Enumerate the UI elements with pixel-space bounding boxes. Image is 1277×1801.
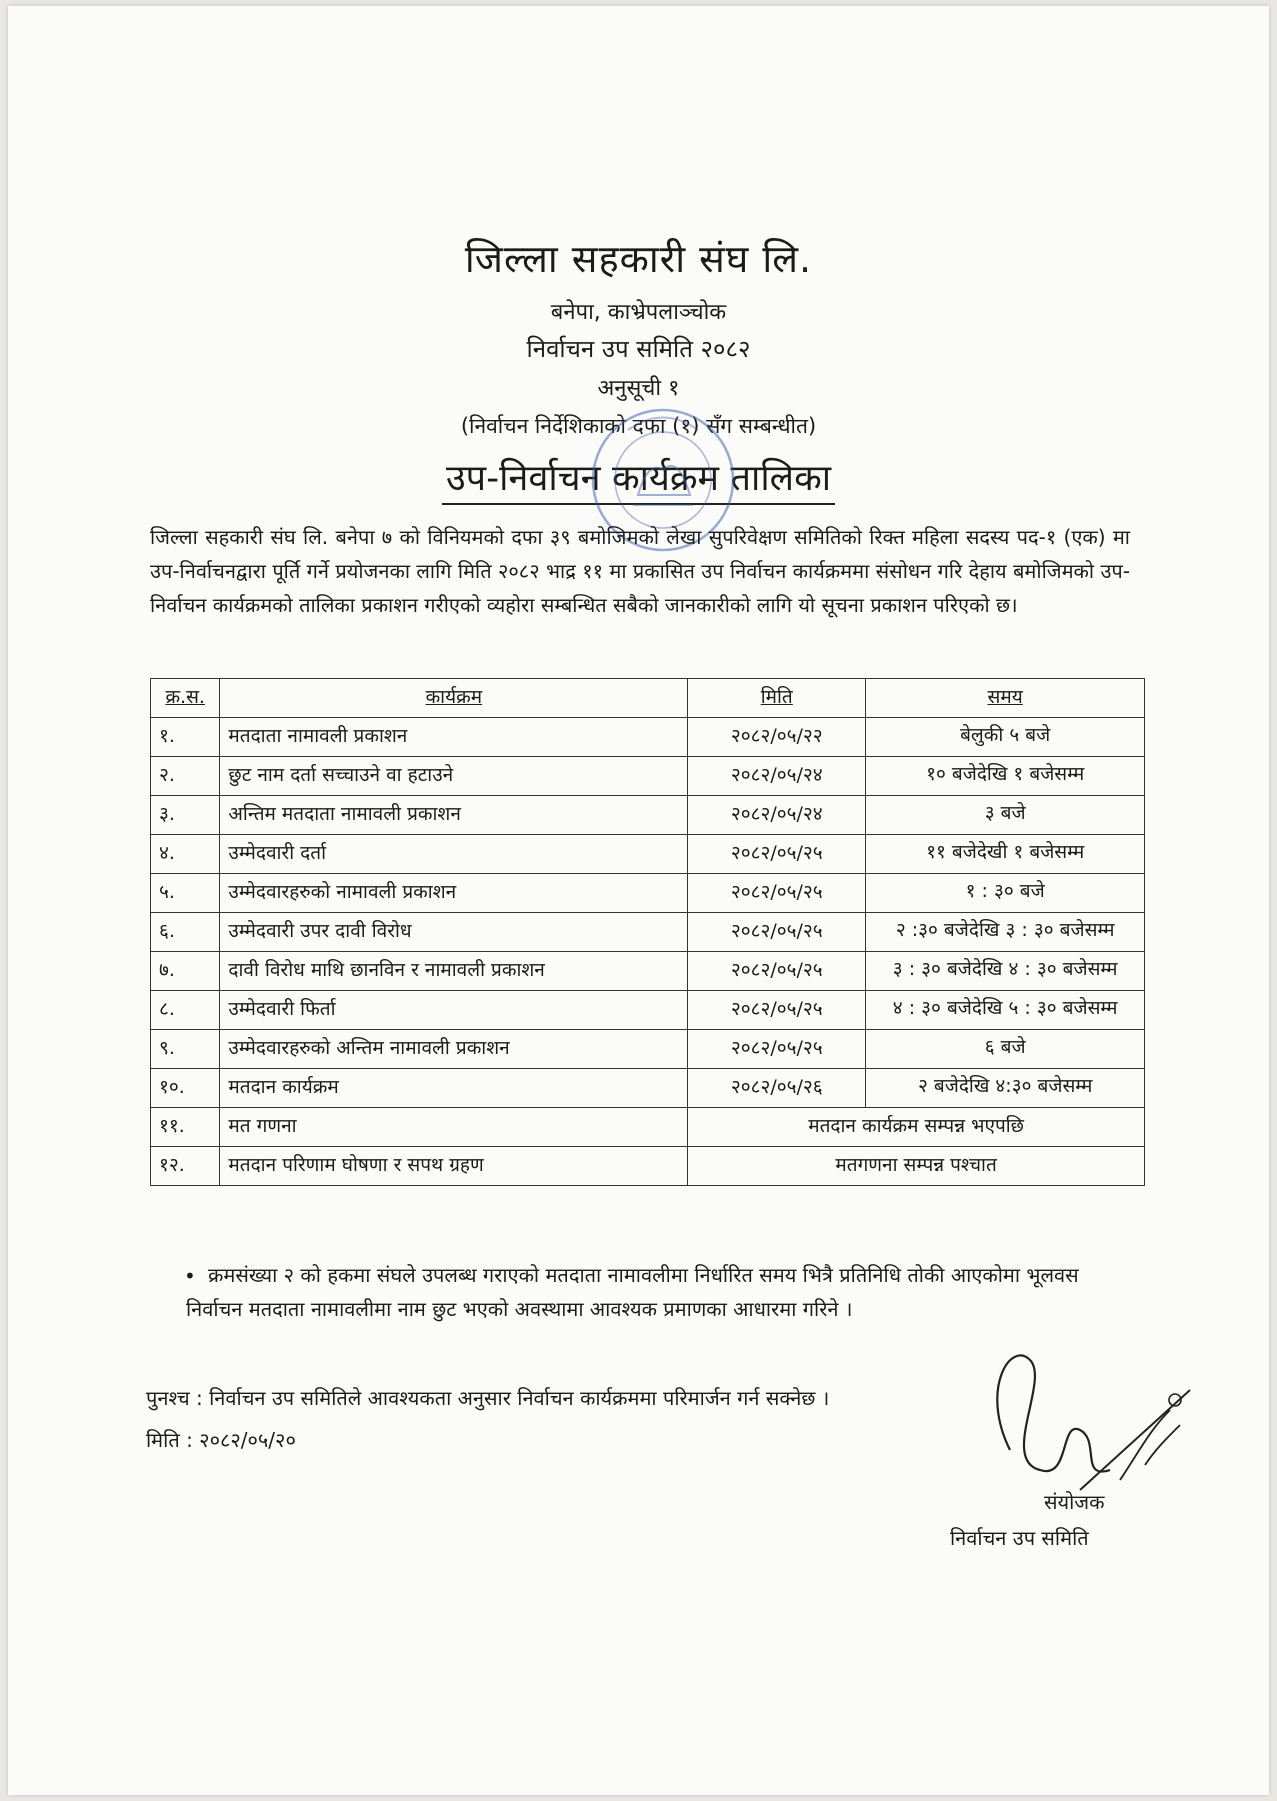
row-serial: ३. [151, 796, 220, 835]
row-program: मतदाता नामावली प्रकाशन [220, 718, 688, 757]
row-time: ३ बजे [866, 796, 1145, 835]
footnote-paragraph [186, 1258, 1126, 1326]
row-serial: ९. [151, 1030, 220, 1069]
reference-line: (निर्वाचन निर्देशिकाको दफा (१) सँग सम्बन्धीत) [460, 414, 817, 438]
table-row [151, 835, 1145, 874]
table-row [151, 757, 1145, 796]
row-program: अन्तिम मतदाता नामावली प्रकाशन [220, 796, 688, 835]
row-date: २०८२/०५/२६ [688, 1069, 866, 1108]
row-program: छुट नाम दर्ता सच्चाउने वा हटाउने [220, 757, 688, 796]
row-program: दावी विरोध माथि छानविन र नामावली प्रकाशन [220, 952, 688, 991]
row-date: २०८२/०५/२२ [688, 718, 866, 757]
table-row [151, 1108, 1145, 1147]
bullet-icon: • [184, 1264, 196, 1288]
row-time: २ बजेदेखि ४:३० बजेसम्म [866, 1069, 1145, 1108]
row-program: उम्मेदवारी दर्ता [220, 835, 688, 874]
row-program: मतदान कार्यक्रम [220, 1069, 688, 1108]
schedule-table [150, 678, 1145, 1186]
table-row [151, 1147, 1145, 1186]
row-time: बेलुकी ५ बजे [866, 718, 1145, 757]
row-serial: ११. [151, 1108, 220, 1147]
row-date: २०८२/०५/२५ [688, 991, 866, 1030]
annex-label: अनुसूची १ [597, 376, 680, 401]
row-program: उम्मेदवारहरुको अन्तिम नामावली प्रकाशन [220, 1030, 688, 1069]
row-program: मत गणना [220, 1108, 688, 1147]
signatory-title: संयोजक [1044, 1490, 1105, 1514]
document-title-text: उप-निर्वाचन कार्यक्रम तालिका [442, 458, 835, 505]
row-merged-time: मतगणना सम्पन्न पश्चात [688, 1147, 1145, 1186]
row-serial: ७. [151, 952, 220, 991]
row-program: मतदान परिणाम घोषणा र सपथ ग्रहण [220, 1147, 688, 1186]
postscript-line: पुनश्च : निर्वाचन उप समितिले आवश्यकता अनुसार निर्वाचन कार्यक्रममा परिमार्जन गर्न सक्नेछ । [146, 1386, 830, 1410]
row-date: २०८२/०५/२४ [688, 757, 866, 796]
row-program: उम्मेदवारहरुको नामावली प्रकाशन [220, 874, 688, 913]
header-date: मिति [688, 679, 866, 718]
table-row [151, 1030, 1145, 1069]
table-row [151, 718, 1145, 757]
row-serial: ४. [151, 835, 220, 874]
row-merged-time: मतदान कार्यक्रम सम्पन्न भएपछि [688, 1108, 1145, 1147]
table-row [151, 913, 1145, 952]
table-row [151, 874, 1145, 913]
table-row [151, 1069, 1145, 1108]
row-serial: २. [151, 757, 220, 796]
table-row [151, 796, 1145, 835]
row-program: उम्मेदवारी उपर दावी विरोध [220, 913, 688, 952]
organization-name: जिल्ला सहकारी संघ लि. [464, 237, 813, 281]
row-date: २०८२/०५/२५ [688, 874, 866, 913]
row-date: २०८२/०५/२४ [688, 796, 866, 835]
row-serial: १२. [151, 1147, 220, 1186]
header-program: कार्यक्रम [220, 679, 688, 718]
header-time: समय [866, 679, 1145, 718]
row-time: २ :३० बजेदेखि ३ : ३० बजेसम्म [866, 913, 1145, 952]
row-time: १ : ३० बजे [866, 874, 1145, 913]
row-date: २०८२/०५/२५ [688, 913, 866, 952]
intro-paragraph: जिल्ला सहकारी संघ लि. बनेपा ७ को विनियमको दफा ३९ बमोजिमको लेखा सुपरिवेक्षण समितिको रिक्त महिला सदस्य पद-१ (एक) मा उप-निर्वाचनद्वारा पूर्ति गर्ने प्रयोजनका लागि मिति २०८२ भाद्र ११ मा प्रकासित उप निर्वाचन कार्यक्रममा संसोधन गरि देहाय बमोजिमको उप-निर्वाचन कार्यक्रमको तालिका प्रकाशन गरीएको व्यहोरा सम्बन्धित सबैको जानकारीको लागि यो सूचना प्रकाशन परिएको छ। [150, 525, 1130, 617]
row-date: २०८२/०५/२५ [688, 952, 866, 991]
row-time: १० बजेदेखि १ बजेसम्म [866, 757, 1145, 796]
row-time: ३ : ३० बजेदेखि ४ : ३० बजेसम्म [866, 952, 1145, 991]
signatory-committee: निर्वाचन उप समिति [950, 1526, 1089, 1550]
issue-date: मिति : २०८२/०५/२० [146, 1428, 296, 1452]
row-date: २०८२/०५/२५ [688, 835, 866, 874]
row-time: ११ बजेदेखी १ बजेसम्म [866, 835, 1145, 874]
row-serial: ५. [151, 874, 220, 913]
row-serial: ८. [151, 991, 220, 1030]
row-serial: १०. [151, 1069, 220, 1108]
table-row [151, 952, 1145, 991]
organization-location: बनेपा, काभ्रेपलाञ्चोक [550, 300, 727, 325]
row-time: ४ : ३० बजेदेखि ५ : ३० बजेसम्म [866, 991, 1145, 1030]
header-serial: क्र.स. [151, 679, 220, 718]
table-row [151, 991, 1145, 1030]
footnote-text: क्रमसंख्या २ को हकमा संघले उपलब्ध गराएको मतदाता नामावलीमा निर्धारित समय भित्रै प्रतिनिधि तोकी आएकोमा भूलवस निर्वाचन मतदाता नामावलीमा नाम छुट भएको अवस्थामा आवश्यक प्रमाणका आधारमा गरिने । [186, 1263, 1079, 1321]
row-time: ६ बजे [866, 1030, 1145, 1069]
row-serial: ६. [151, 913, 220, 952]
row-serial: १. [151, 718, 220, 757]
row-program: उम्मेदवारी फिर्ता [220, 991, 688, 1030]
committee-name: निर्वाचन उप समिति २०८२ [526, 335, 751, 363]
row-date: २०८२/०५/२५ [688, 1030, 866, 1069]
table-header-row [151, 679, 1145, 718]
